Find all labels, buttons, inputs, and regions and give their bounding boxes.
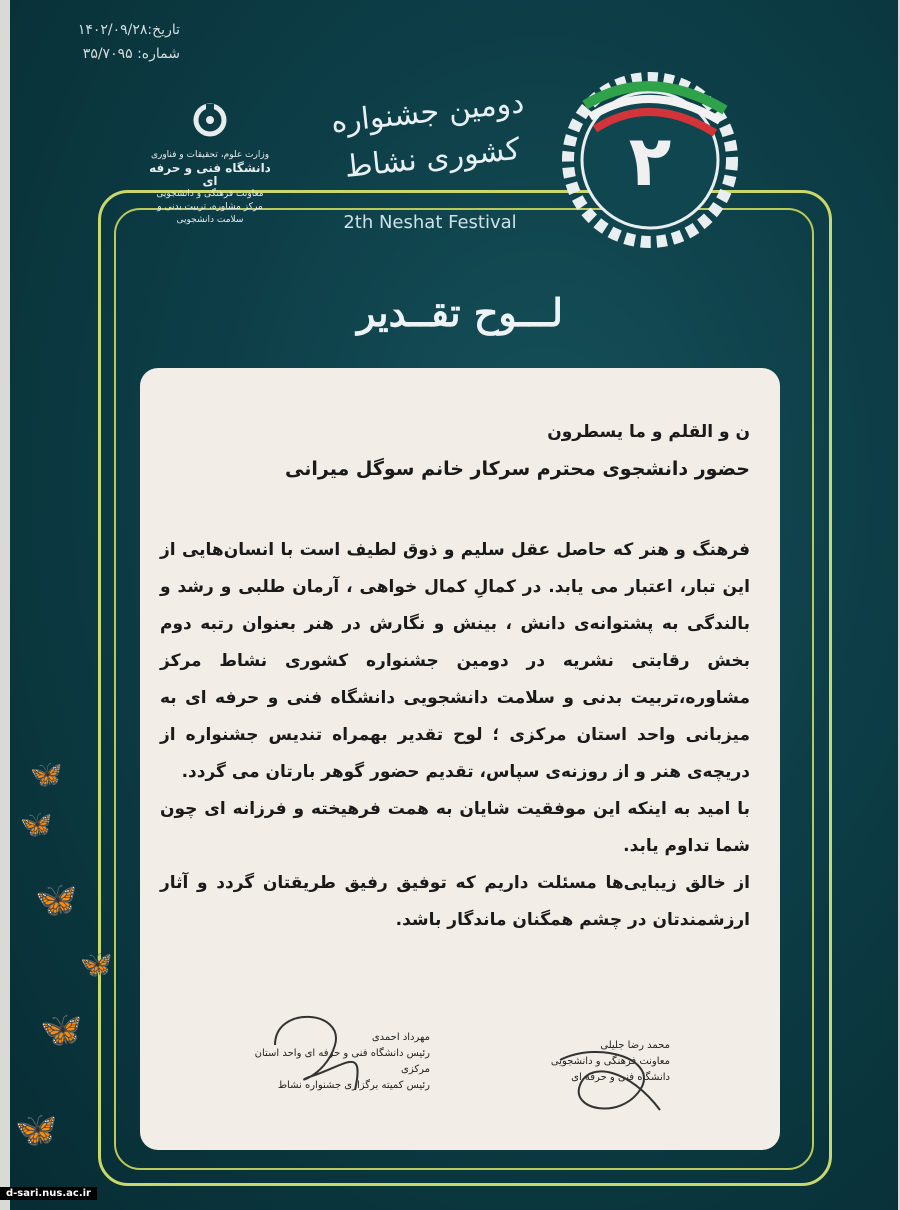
festival-gear-badge-icon [555,65,745,255]
ministry-emblem-icon [145,100,275,149]
signatory-role: رئیس کمیته برگزاری جشنواره نشاط [277,1080,430,1091]
festival-title-en: 2th Neshat Festival [343,212,517,233]
signatory-role: رئیس دانشگاه فنی و حرفه ای واحد استان مرکزی [254,1048,430,1075]
badge-number: ۲ [628,120,672,202]
butterfly-icon: 🦋 [20,810,53,840]
butterfly-icon: 🦋 [80,950,113,980]
butterfly-icon: 🦋 [30,760,63,790]
ministry-line-3: معاونت فرهنگی و دانشجویی [156,189,264,199]
ministry-line-4: مرکز مشاوره، تربیت بدنی و سلامت دانشجویی [157,202,263,225]
ministry-line-1: وزارت علوم، تحقیقات و فناوری [150,150,270,160]
body-part-4: با امید به اینکه این موفقیت شایان به همت فرهیخته و فرزانه ای چون شما تداوم یابد. [160,799,750,856]
butterfly-icon: 🦋 [40,1010,83,1050]
recipient-line: حضور دانشجوی محترم سرکار خانم سوگل میرانی [285,458,750,480]
signatory-role: دانشگاه فنی و حرفه ای [571,1072,670,1083]
body-part-2: بخش رقابتی [631,651,750,671]
festival-logo [310,70,550,233]
butterfly-icon: 🦋 [15,1110,58,1150]
signatory-role: معاونت فرهنگی و دانشجویی [550,1056,670,1067]
site-watermark: d-sari.nus.ac.ir [0,1187,97,1200]
signature-scribble-2 [540,1030,670,1120]
body-part-5: از خالق زیبایی‌ها مسئلت داریم که توفیق رفیق طریقتان گردد و آثار ارزشمندتان در چشم همگنان ماندگار باشد. [160,873,750,930]
certificate-title: لـــوح تقــدیر [357,290,563,335]
rank-text: رتبه دوم [160,614,234,634]
butterfly-icon: 🦋 [35,880,78,920]
signatory-name: محمد رضا جلیلی [600,1040,670,1051]
body-part-3: مرکز مشاوره،تربیت بدنی و سلامت دانشجویی دانشگاه فنی و حرفه ای به میزبانی واحد استان مرکزی ؛ لوح تقدیر بهمراه تندیس جشنواره از دریچه‌ی هنر و از روزنه‌ی سپاس، تقدیم حضور گوهر بارتان می گردد. [160,651,750,782]
signature-scribble-1 [265,1005,375,1095]
salutation: ن و القلم و ما یسطرون [547,422,750,442]
letter-meta [30,18,180,66]
ministry-line-2: دانشگاه فنی و حرفه ای [149,161,271,188]
ministry-logo-block [145,100,275,240]
festival-highlight: نشریه در دومین جشنواره کشوری نشاط [219,651,614,671]
letter-body [160,532,750,939]
date-label: تاریخ:۱۴۰۲/۰۹/۲۸ [77,22,180,38]
number-label: شماره: ۳۵/۷۰۹۵ [82,46,180,62]
signatory-name: مهرداد احمدی [371,1032,430,1043]
festival-title-fa: دومین جشنواره کشوری نشاط [329,85,526,185]
body-part-1: فرهنگ و هنر که حاصل عقل سلیم و ذوق لطیف است با انسان‌هایی از این تبار، اعتبار می یابد. در کمالِ کمال خواهی ، آرمان طلبی و رشد و بالندگی به پشتوانه‌ی دانش ، بینش و نگارش در هنر بعنوان [160,540,750,634]
